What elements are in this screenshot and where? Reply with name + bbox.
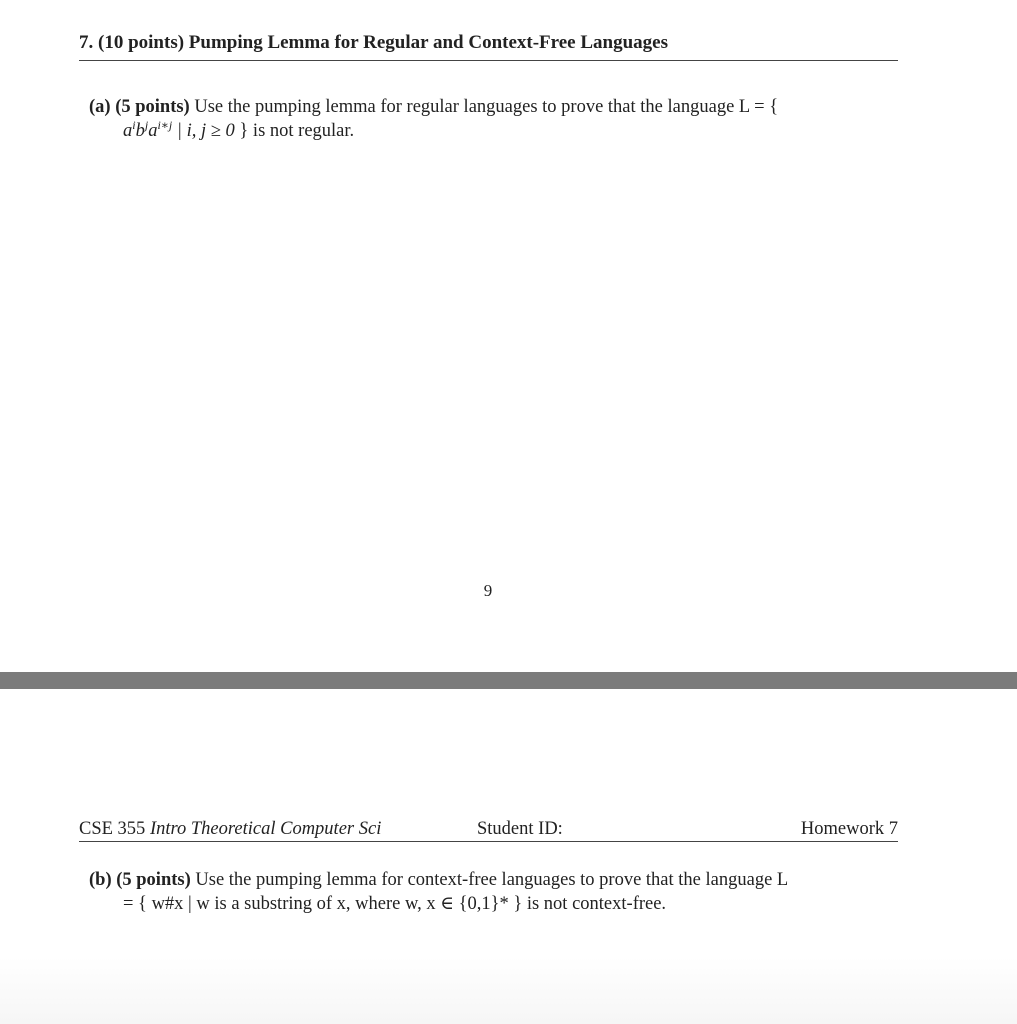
- question-title: 7. (10 points) Pumping Lemma for Regular and Context-Free Languages: [79, 30, 898, 61]
- part-b: [89, 868, 901, 916]
- part-b-line-2: = { w#x | w is a substring of x, where w, x ∈ {0,1}* } is not context-free.: [123, 894, 667, 914]
- part-a-label: (a) (5 points): [89, 97, 190, 117]
- page-number: 9: [483, 581, 493, 600]
- page-separator: [0, 672, 1017, 689]
- part-a: [89, 95, 901, 143]
- homework-label: Homework 7: [800, 819, 898, 839]
- part-b-prompt: Use the pumping lemma for context-free languages to prove that the language L: [195, 870, 789, 890]
- part-a-line-1: [89, 95, 901, 119]
- part-b-label: (b) (5 points): [89, 870, 191, 890]
- part-a-line-2: [89, 119, 901, 143]
- course-info: [79, 818, 381, 840]
- part-a-prompt: Use the pumping lemma for regular languages to prove that the language L = {: [194, 97, 779, 117]
- course-title: Intro Theoretical Computer Sci: [149, 819, 382, 839]
- course-code: CSE 355: [79, 819, 146, 839]
- page-10: [0, 689, 1017, 1024]
- part-a-ending: } is not regular.: [234, 121, 355, 141]
- part-b-line-1: [89, 868, 901, 892]
- student-id-label: Student ID:: [477, 819, 563, 839]
- language-expression: $a^ib^ja^{i∗j}$ | i, j ≥ 0: [123, 118, 235, 141]
- running-header: [79, 818, 898, 842]
